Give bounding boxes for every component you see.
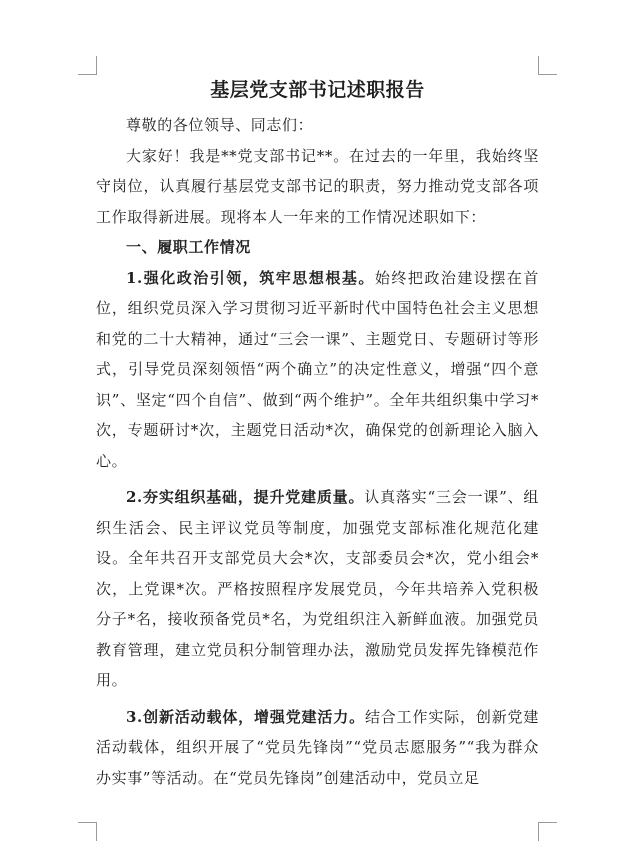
item-1-paragraph	[96, 263, 539, 477]
item-3-lead: 3.创新活动载体，增强党建活力。	[126, 707, 365, 726]
item-2-paragraph	[96, 482, 539, 696]
intro-paragraph: 大家好！我是**党支部书记**。在过去的一年里，我始终坚守岗位，认真履行基层党支部书记的职责，努力推动党支部各项工作取得新进展。现将本人一年来的工作情况述职如下：	[96, 146, 539, 226]
item-2-lead: 2.夯实组织基础，提升党建质量。	[126, 488, 365, 506]
bottom-left-corner-mark	[78, 822, 97, 841]
item-3-body: 结合工作实际，创新党建活动载体，组织开展了“党员先锋岗”“党员志愿服务”“我为群众办实事”等活动。在“党员先锋岗”创建活动中，党员立足	[96, 707, 539, 787]
salutation: 尊敬的各位领导、同志们：	[126, 116, 314, 134]
top-left-corner-mark	[78, 56, 97, 75]
document-body[interactable]	[96, 74, 539, 793]
item-1-body: 始终把政治建设摆在首位，组织党员深入学习贯彻习近平新时代中国特色社会主义思想和党的二十大精神，通过“三会一课”、主题党日、专题研讨等形式，引导党员深刻领悟“两个确立”的决定性意义，增强“四个意识”、坚定“四个自信”、做到“两个维护”。全年共组织集中学习*次，专题研讨*次，主题党日活动*次，确保党的创新理论入脑入心。	[96, 268, 539, 470]
item-3-paragraph	[96, 702, 539, 794]
section-heading-performance: 一、履职工作情况	[126, 238, 251, 256]
item-2-body: 认真落实“三会一课”、组织生活会、民主评议党员等制度，加强党支部标准化规范化建设。全年共召开支部党员大会*次，支部委员会*次，党小组会*次，上党课*次。严格按照程序发展党员，今年共培养入党积极分子*名，接收预备党员*名，为党组织注入新鲜血液。加强党员教育管理，建立党员积分制管理办法，激励党员发挥先锋模范作用。	[96, 488, 539, 689]
document-title: 基层党支部书记述职报告	[210, 79, 425, 101]
item-1-lead: 1.强化政治引领，筑牢思想根基。	[126, 268, 375, 287]
top-right-corner-mark	[538, 56, 557, 75]
bottom-right-corner-mark	[538, 822, 557, 841]
